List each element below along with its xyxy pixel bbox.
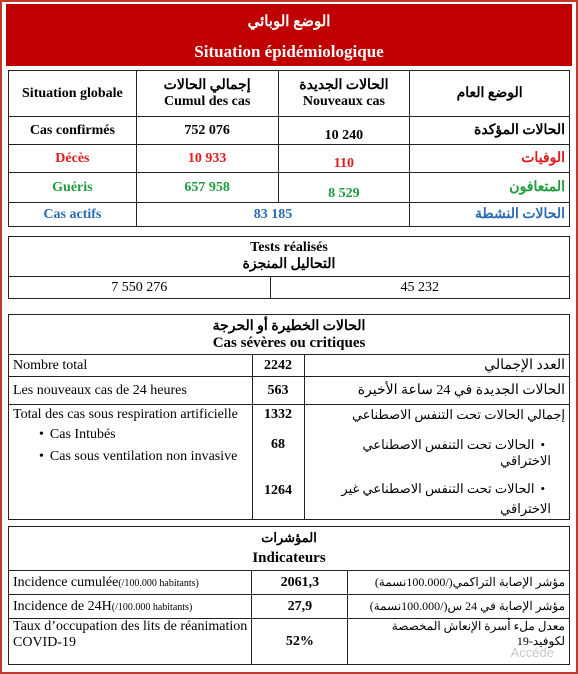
- severe-resp-vals: [252, 405, 304, 520]
- table-row: [9, 595, 570, 619]
- col-header-cumul: [136, 71, 278, 117]
- severe-noninv-fr: Cas sous ventilation non invasive: [49, 449, 238, 464]
- severe-title-fr: Cas sévères ou critiques: [212, 334, 366, 351]
- table-row: [9, 405, 570, 520]
- tests-title: [9, 237, 570, 277]
- row-deaths-new: 110: [278, 145, 410, 173]
- list-item: [309, 437, 565, 469]
- severe-total-ar: العدد الإجمالي: [304, 355, 569, 377]
- indicators-title: [9, 527, 570, 571]
- table-row: [9, 203, 570, 227]
- severe-resp-fr-cell: [9, 405, 253, 520]
- severe-intub-fr: Cas Intubés: [49, 427, 116, 442]
- severe-resp-val: 1332: [264, 407, 293, 422]
- col-header-new: [278, 71, 410, 117]
- row-recovered-cumul: 657 958: [136, 173, 278, 203]
- severe-resp-fr: Total des cas sous respiration artificielle: [13, 407, 238, 422]
- list-item: [309, 479, 565, 519]
- severe-title: [9, 315, 570, 355]
- severe-resp-ar-cell: [304, 405, 569, 520]
- ind-cumul-fr: Incidence cumulée: [13, 574, 119, 590]
- severe-new24-val: 563: [252, 377, 304, 405]
- indicators-title-fr: Indicateurs: [252, 550, 326, 566]
- severe-total-fr: Nombre total: [9, 355, 253, 377]
- row-recovered-fr: Guéris: [9, 173, 137, 203]
- summary-table: [8, 70, 570, 227]
- severe-intub-val: 68: [271, 437, 286, 452]
- row-confirmed-new: 10 240: [278, 117, 410, 145]
- severe-noninv-val: 1264: [264, 483, 293, 498]
- row-recovered-new: 8 529: [278, 173, 410, 203]
- severe-new24-fr: Les nouveaux cas de 24 heures: [9, 377, 253, 405]
- col-header-ar: الوضع العام: [410, 71, 570, 117]
- row-active-value: 83 185: [136, 203, 409, 227]
- col-new-ar: الحالات الجديدة: [299, 78, 389, 93]
- indicators-table: [8, 526, 570, 665]
- severe-new24-ar: الحالات الجديدة في 24 ساعة الأخيرة: [304, 377, 569, 405]
- ind-cumul-val: 2061,3: [252, 571, 348, 595]
- table-row: [9, 619, 570, 665]
- table-row: [9, 117, 570, 145]
- col-cumul-fr: Cumul des cas: [163, 94, 251, 109]
- col-header-fr: Situation globale: [9, 71, 137, 117]
- ind-occ-fr: Taux d’occupation des lits de réanimation COVID-19: [9, 619, 252, 665]
- severe-intub-ar: الحالات تحت التنفس الاصطناعي الاختراقي: [362, 437, 551, 468]
- ind-occ-ar: معدل ملء أسرة الإنعاش المخصصة لكوفيد-19: [348, 619, 570, 665]
- row-deaths-cumul: 10 933: [136, 145, 278, 173]
- tests-new: 45 232: [270, 277, 569, 299]
- ind-h24-ar: مؤشر الإصابة في 24 س(/100.000نسمة): [348, 595, 570, 619]
- ind-h24-fr: Incidence de 24H: [13, 598, 112, 614]
- severe-total-val: 2242: [252, 355, 304, 377]
- col-new-fr: Nouveaux cas: [302, 94, 385, 109]
- table-row: [9, 355, 570, 377]
- table-row: [9, 377, 570, 405]
- ind-h24-val: 27,9: [252, 595, 348, 619]
- table-row: [9, 145, 570, 173]
- ind-cumul-unit: (/100.000 habitants): [118, 577, 199, 589]
- tests-title-fr: Tests réalisés: [250, 240, 328, 255]
- tests-cumul: 7 550 276: [9, 277, 271, 299]
- tests-title-ar: التحاليل المنجزة: [242, 257, 336, 272]
- row-deaths-fr: Décès: [9, 145, 137, 173]
- severe-table: [8, 314, 570, 520]
- row-confirmed-fr: Cas confirmés: [9, 117, 137, 145]
- ind-occ-val: 52%: [252, 619, 348, 665]
- header-title-ar: الوضع الوبائي: [247, 14, 331, 30]
- severe-noninv-ar: الحالات تحت التنفس الاصطناعي غير الاختراقي: [341, 481, 551, 516]
- row-active-fr: Cas actifs: [9, 203, 137, 227]
- severe-resp-ar: إجمالي الحالات تحت التنفس الاصطناعي: [351, 407, 565, 422]
- table-row: [9, 571, 570, 595]
- page-header: [6, 4, 572, 66]
- col-cumul-ar: إجمالي الحالات: [163, 78, 251, 93]
- severe-title-ar: الحالات الخطيرة أو الحرجة: [212, 318, 366, 334]
- row-active-ar: الحالات النشطة: [410, 203, 570, 227]
- ind-cumul-fr-cell: [9, 571, 252, 595]
- ind-cumul-ar: مؤشر الإصابة التراكمي(/100.000نسمة): [348, 571, 570, 595]
- row-confirmed-cumul: 752 076: [136, 117, 278, 145]
- row-deaths-ar: الوفيات: [410, 145, 570, 173]
- indicators-title-ar: المؤشرات: [261, 530, 317, 545]
- table-row: [9, 173, 570, 203]
- list-item: [13, 449, 248, 465]
- row-confirmed-ar: الحالات المؤكدة: [410, 117, 570, 145]
- ind-h24-unit: (/100.000 habitants): [111, 601, 193, 613]
- header-title-fr: Situation épidémiologique: [194, 42, 384, 61]
- list-item: [13, 427, 248, 443]
- ind-h24-fr-cell: [9, 595, 252, 619]
- watermark-text: Accéde: [510, 645, 554, 660]
- tests-table: [8, 236, 570, 299]
- row-recovered-ar: المتعافون: [410, 173, 570, 203]
